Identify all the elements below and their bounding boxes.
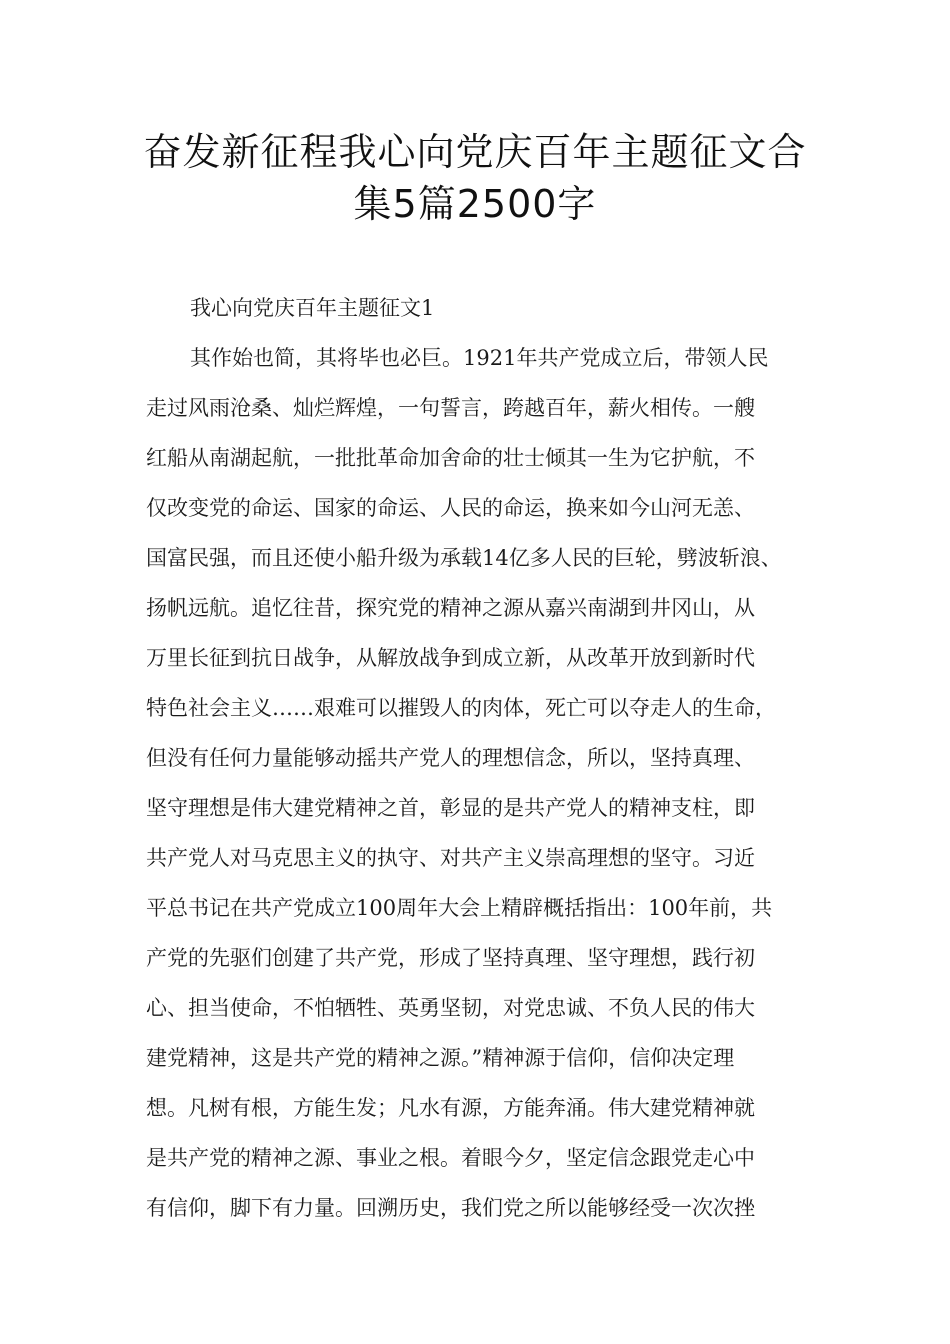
document-title — [100, 126, 850, 230]
title-line-2: 集5篇2500字 — [353, 182, 597, 226]
paragraph-line: 国富民强，而且还使小船升级为承载14亿多人民的巨轮，劈波斩浪、 — [146, 546, 782, 570]
paragraph-line: 想。凡树有根，方能生发；凡水有源，方能奔涌。伟大建党精神就 — [146, 1096, 755, 1120]
paragraph-line: 特色社会主义……艰难可以摧毁人的肉体，死亡可以夺走人的生命， — [146, 696, 776, 720]
paragraph-line: 平总书记在共产党成立100周年大会上精辟概括指出：100年前，共 — [146, 896, 773, 920]
paragraph-line: 是共产党的精神之源、事业之根。着眼今夕，坚定信念跟党走心中 — [146, 1146, 755, 1170]
paragraph-line: 共产党人对马克思主义的执守、对共产主义崇高理想的坚守。习近 — [146, 846, 755, 870]
paragraph-line: 但没有任何力量能够动摇共产党人的理想信念，所以，坚持真理、 — [146, 746, 755, 770]
paragraph-line: 扬帆远航。追忆往昔，探究党的精神之源从嘉兴南湖到井冈山，从 — [146, 596, 755, 620]
title-line-1: 奋发新征程我心向党庆百年主题征文合 — [143, 130, 807, 174]
paragraph-line: 仅改变党的命运、国家的命运、人民的命运，换来如今山河无恙、 — [146, 496, 755, 520]
paragraph-line: 走过风雨沧桑、灿烂辉煌，一句誓言，跨越百年，薪火相传。一艘 — [146, 396, 755, 420]
paragraph-line: 建党精神，这是共产党的精神之源。”精神源于信仰，信仰决定理 — [146, 1046, 735, 1070]
document-body — [146, 283, 826, 1233]
paragraph-line: 红船从南湖起航，一批批革命加舍命的壮士倾其一生为它护航，不 — [146, 446, 755, 470]
paragraph-line: 坚守理想是伟大建党精神之首，彰显的是共产党人的精神支柱，即 — [146, 796, 755, 820]
paragraph-line: 产党的先驱们创建了共产党，形成了坚持真理、坚守理想，践行初 — [146, 946, 755, 970]
paragraph-line: 心、担当使命，不怕牺牲、英勇坚韧，对党忠诚、不负人民的伟大 — [146, 996, 755, 1020]
section-heading: 我心向党庆百年主题征文1 — [190, 296, 435, 320]
paragraph-line: 万里长征到抗日战争，从解放战争到成立新，从改革开放到新时代 — [146, 646, 755, 670]
paragraph-line: 其作始也简，其将毕也必巨。1921年共产党成立后，带领人民 — [190, 346, 769, 370]
paragraph-line: 有信仰，脚下有力量。回溯历史，我们党之所以能够经受一次次挫 — [146, 1196, 755, 1220]
